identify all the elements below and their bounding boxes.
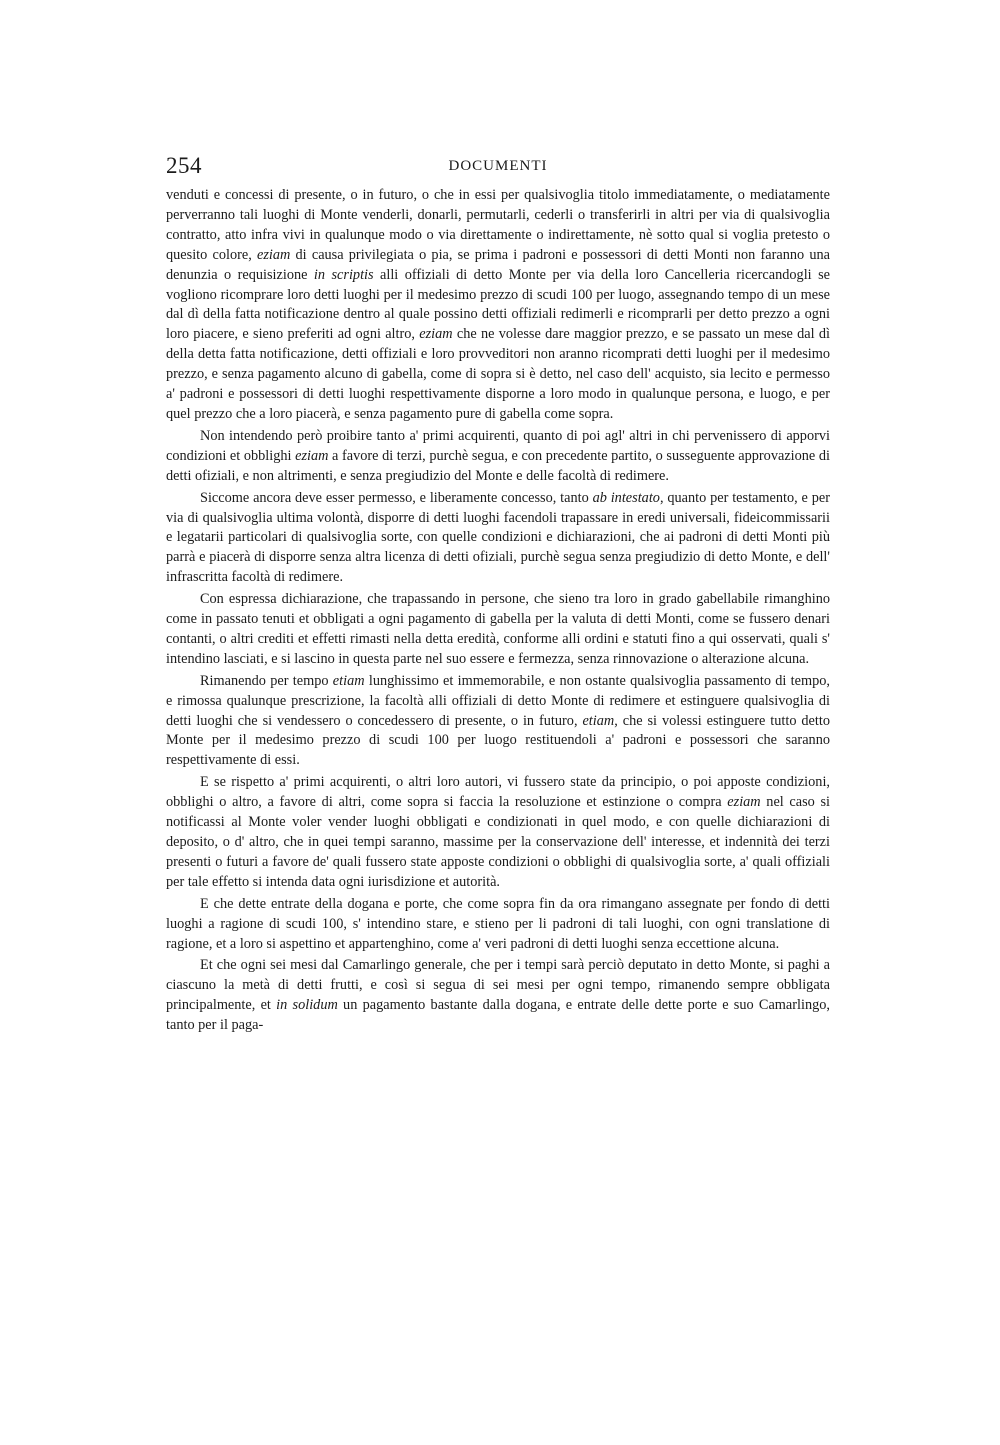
text-segment: Con espressa dichiarazione, che trapassando in persone, che sieno tra loro in grado gabellabile rimanghino come in passato tenuti et obbligati a ogni pagamento di gabella per la valuta di detti Monti, come se fussero denari contanti, o altri crediti et effetti rimasti nella detta eredità, conforme alli ordini e statuti fino a qui osservati, quali s' intendino lasciati, e si lascino in questa parte nel suo essere e fermezza, senza rinnovazione o alterazione alcuna. — [166, 591, 830, 667]
paragraph — [166, 489, 830, 589]
document-page — [166, 152, 830, 1038]
paragraph — [166, 956, 830, 1036]
text-segment: , che si volessi estinguere tutto detto Monte per il medesimo prezzo di scudi 100 per luogo restituendoli a' padroni e possessori che saranno respettivamente di essi. — [166, 712, 830, 769]
text-segment: lunghissimo et immemorabile, e non ostante qualsivoglia passamento di tempo, e rimossa qualunque prescrizione, la facoltà alli offiziali di detto Monte di redimere et estinguere qualsivoglia di detti luoghi che si vendessero o concedessero di presente, o in futuro, — [166, 672, 830, 729]
text-segment: nel caso si notificassi al Monte voler vender luoghi obbligati e condizionati in quel modo, e con quelle dichiarazioni di deposito, o d' altro, che in quei tempi saranno, massime per la conservazione dell' interesse, et indennità dei terzi presenti o futuri a favore de' quali fussero state apposte condizioni o obblighi di qualsivoglia sorte, a' quali offiziali per tale effetto si intenda data ogni iurisdizione et autorità. — [166, 794, 830, 890]
italic-term: in solidum — [276, 997, 338, 1014]
paragraph — [166, 590, 830, 670]
text-segment: Rimanendo per tempo — [200, 672, 333, 689]
text-segment: di causa privilegiata o pia, se prima i padroni e possessori di detti Monti non faranno una denunzia o requisizione — [166, 246, 830, 283]
text-segment: un pagamento bastante dalla dogana, e entrate delle dette porte e suo Camarlingo, tanto per il paga- — [166, 997, 830, 1034]
italic-term: eziam — [295, 447, 329, 464]
text-segment: che ne volesse dare maggior prezzo, e se passato un mese dal dì della detta fatta notificazione, detti offiziali e loro provveditori non aranno ricomprati detti luoghi per il medesimo prezzo, e senza pagamento alcuno di gabella, come di sopra si è detto, nel caso dell' acquisto, sia lecito e permesso a' padroni e possessori di detti luoghi respettivamente disporne a loro modo in qualunque persona, e luogo, e per quel prezzo che a loro piacerà, e senza pagamento pure di gabella come sopra. — [166, 326, 830, 422]
body-text — [166, 186, 830, 1036]
paragraph — [166, 427, 830, 487]
paragraph — [166, 672, 830, 772]
italic-term: in scriptis — [313, 266, 374, 283]
text-segment: Siccome ancora deve esser permesso, e liberamente concesso, tanto — [200, 489, 593, 506]
text-segment: Non intendendo però proibire tanto a' primi acquirenti, quanto di poi agl' altri in chi pervenissero di apporvi condizioni et obblighi — [166, 427, 830, 464]
text-segment: , quanto per testamento, e per via di qualsivoglia ultima volontà, disporre di detti luoghi facendoli trapassare in eredi universali, fideicommissarii e legatarii particolari di qualsivoglia sorte, con quelle condizioni e dichiarazioni, che ai padroni di detti Monti più parrà e piacerà di disporre senza altra licenza di detti ofiziali, purchè segua senza pregiudizio di detto Monte, e dell' infrascritta facoltà di redimere. — [166, 489, 830, 586]
text-segment: venduti e concessi di presente, o in futuro, o che in essi per qualsivoglia titolo immediatamente, o mediatamente perverranno tali luoghi di Monte venderli, donarli, permutarli, cederli o transferirli in altri per via di qualsivoglia contratto, atto infra vivi in qualunque modo o via direttamente o indirettamente, nè sotto qual si voglia pretesto o quesito colore, — [166, 187, 830, 263]
italic-term: etiam — [332, 672, 365, 689]
italic-term: eziam — [419, 326, 453, 343]
paragraph — [166, 773, 830, 892]
text-segment: a favore di terzi, purchè segua, e con precedente partito, o susseguente approvazione di detti ofiziali, e non altrimenti, e senza pregiudizio del Monte e delle facoltà di redimere. — [166, 447, 830, 484]
paragraph — [166, 895, 830, 955]
italic-term: ab intestato — [592, 489, 660, 506]
page-number: 254 — [166, 153, 202, 178]
italic-term: eziam — [256, 246, 291, 263]
paragraph — [166, 186, 830, 425]
running-title: DOCUMENTI — [448, 158, 548, 174]
text-segment: alli offiziali di detto Monte per via della loro Cancelleria ricercandogli se vogliono ricomprare loro detti luoghi per il medesimo prezzo di scudi 100 per luogo, assegnando tempo di un mese dal dì della fatta notificazione dentro al quale possino detti offiziali redimerli e ricomprarli per detto prezzo a ogni loro piacere, e sieno preferiti ad ogni altro, — [166, 266, 830, 343]
page-header — [166, 152, 830, 186]
italic-term: eziam — [727, 794, 761, 811]
text-segment: E che dette entrate della dogana e porte, che come sopra fin da ora rimangano assegnate per fondo di detti luoghi a ragione di scudi 100, s' intendino stare, e stieno per li padroni di tali luoghi, con ogni translatione di ragione, et a loro si aspettino et appartenghino, come a' veri padroni di detti luoghi senza eccettione alcuna. — [166, 895, 830, 952]
italic-term: etiam — [582, 712, 615, 729]
text-segment: Et che ogni sei mesi dal Camarlingo generale, che per i tempi sarà perciò deputato in detto Monte, si paghi a ciascuno la metà di detti frutti, e così si segua di sei mesi per ogni tempo, rimanendo sempre obbligata principalmente, et — [166, 957, 830, 1014]
text-segment: E se rispetto a' primi acquirenti, o altri loro autori, vi fussero state da principio, o poi apposte condizioni, obblighi o altro, a favore di altri, come sopra si faccia la resoluzione et estinzione o compra — [166, 774, 830, 811]
